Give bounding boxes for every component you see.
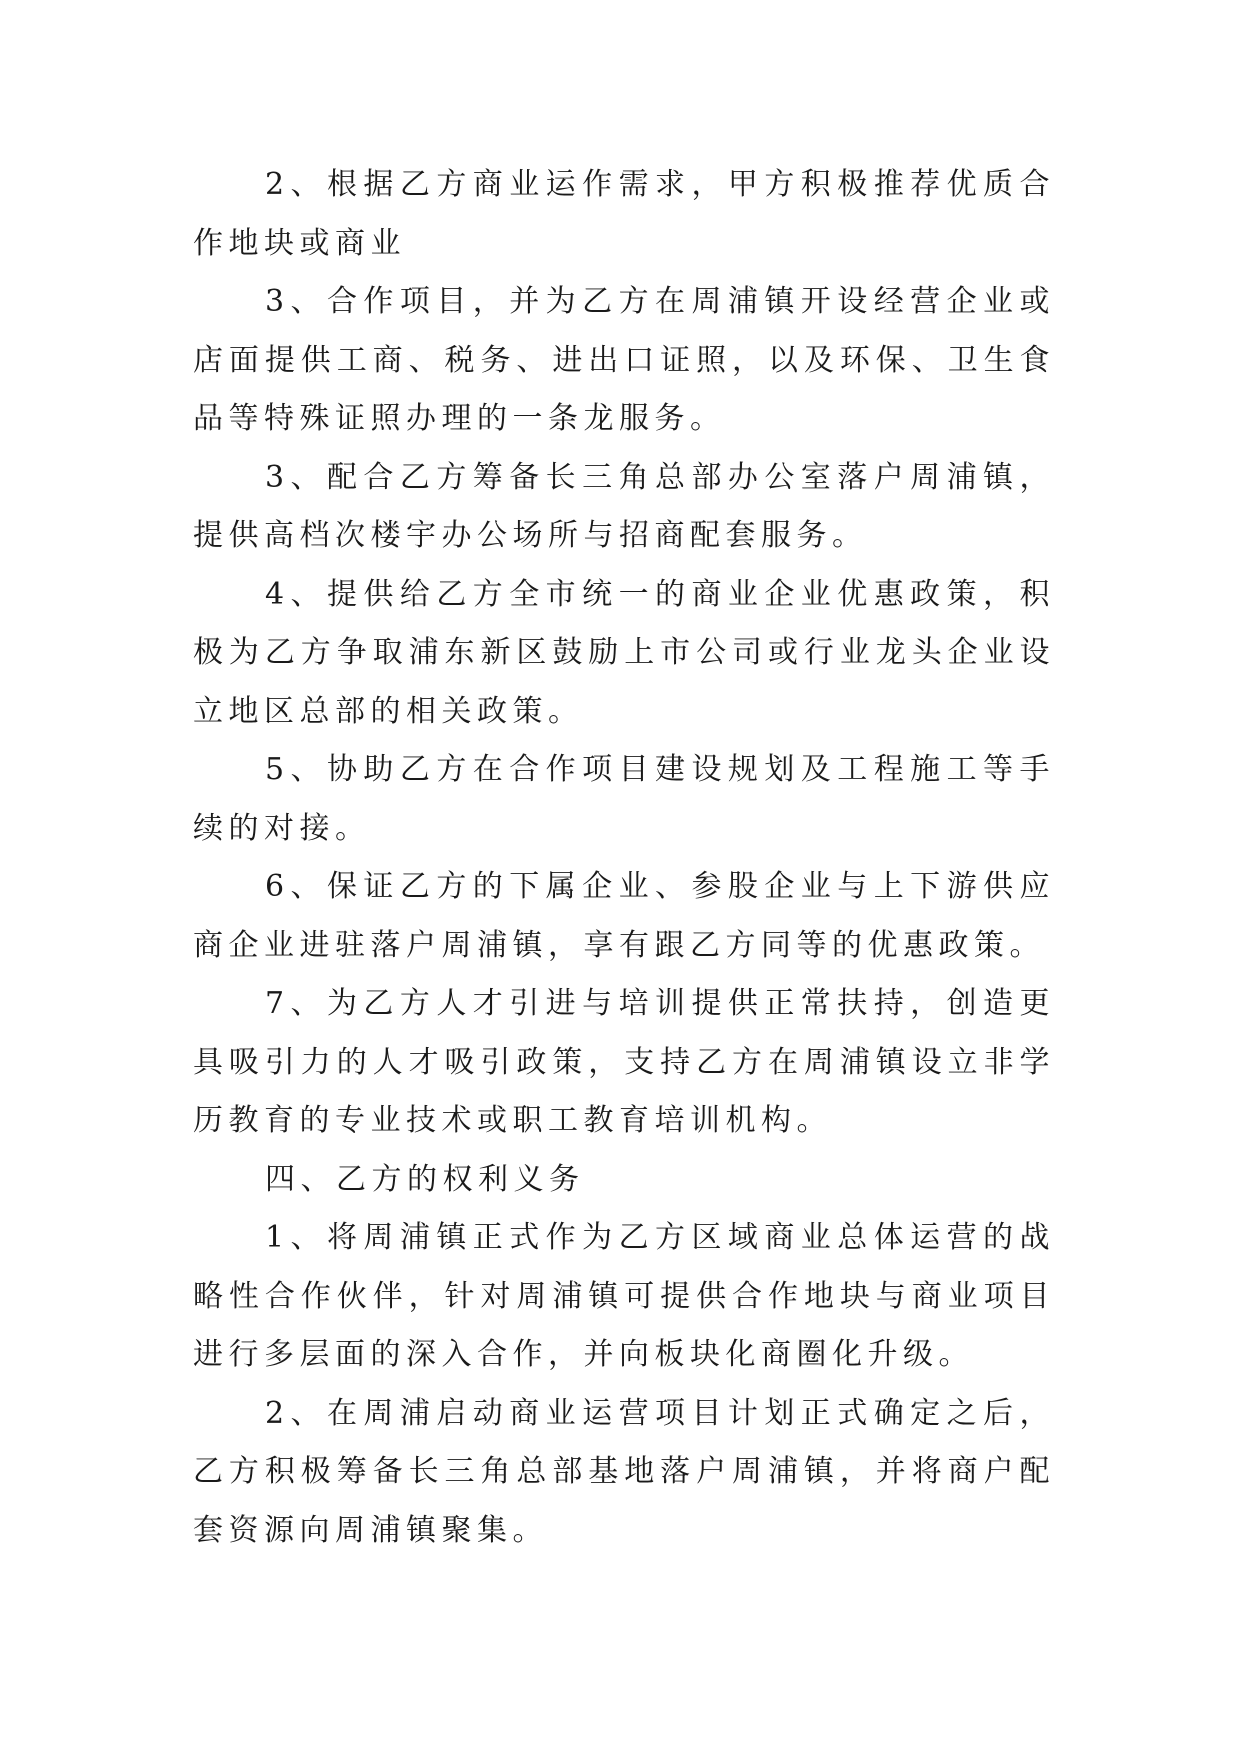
paragraph-headquarters-office: 3、配合乙方筹备长三角总部办公室落户周浦镇，提供高档次楼宇办公场所与招商配套服务。 — [193, 459, 1055, 553]
document-body — [193, 156, 1055, 1560]
paragraph-headquarters-base: 2、在周浦启动商业运营项目计划正式确定之后，乙方积极筹备长三角总部基地落户周浦镇，并将商户配套资源向周浦镇聚集。 — [193, 1395, 1055, 1548]
paragraph-strategic-partner: 1、将周浦镇正式作为乙方区域商业总体运营的战略性合作伙伴，针对周浦镇可提供合作地块与商业项目进行多层面的深入合作，并向板块化商圈化升级。 — [193, 1220, 1055, 1372]
paragraph-preferential-policy: 4、提供给乙方全市统一的商业企业优惠政策，积极为乙方争取浦东新区鼓励上市公司或行业龙头企业设立地区总部的相关政策。 — [193, 576, 1055, 729]
paragraph-construction-assistance: 5、协助乙方在合作项目建设规划及工程施工等手续的对接。 — [193, 752, 1055, 846]
paragraph-recommend-plots: 2、根据乙方商业运作需求，甲方积极推荐优质合作地块或商业 — [193, 167, 1055, 261]
section-heading: 四、乙方的权利义务 — [265, 1161, 585, 1197]
paragraph-licensing-service: 3、合作项目，并为乙方在周浦镇开设经营企业或店面提供工商、税务、进出口证照，以及环保、卫生食品等特殊证照办理的一条龙服务。 — [193, 284, 1055, 436]
paragraph-subsidiary-policy: 6、保证乙方的下属企业、参股企业与上下游供应商企业进驻落户周浦镇，享有跟乙方同等的优惠政策。 — [193, 869, 1055, 963]
paragraph-talent-support: 7、为乙方人才引进与培训提供正常扶持，创造更具吸引力的人才吸引政策，支持乙方在周浦镇设立非学历教育的专业技术或职工教育培训机构。 — [193, 986, 1055, 1138]
